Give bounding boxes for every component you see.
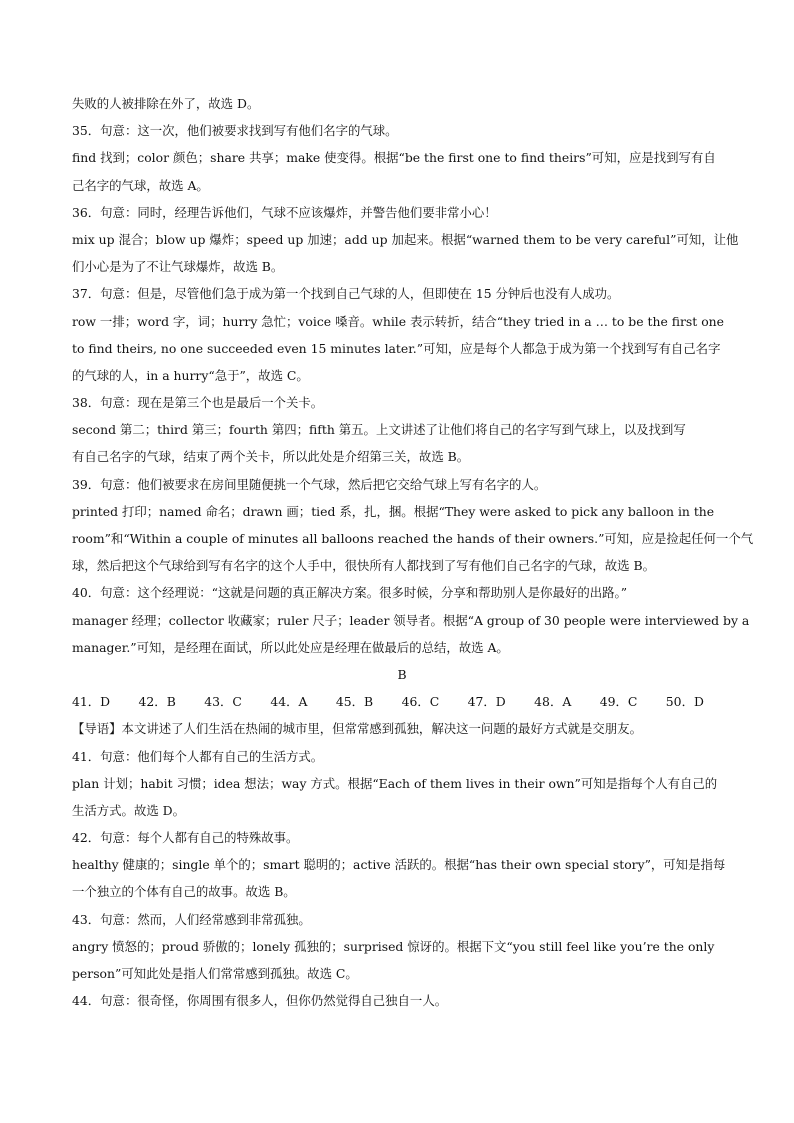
text-line: manager.”可知，是经理在面试，所以此处应是经理在做最后的总结，故选 A。 [72, 639, 509, 655]
text-line: to find theirs, no one succeeded even 15 minutes later.”可知，应是每个人都急于成为第一个找到写有自己名字 [72, 340, 721, 356]
text-line: 36．句意：同时，经理告诉他们，气球不应该爆炸，并警告他们要非常小心！ [72, 204, 497, 220]
section-label: B [397, 666, 407, 682]
text-line: second 第二；third 第三；fourth 第四；fifth 第五。上文讲述了让他们将自己的名字写到气球上，以及找到写 [72, 422, 686, 438]
text-line: 们小心是为了不让气球爆炸，故选 B。 [72, 259, 284, 275]
text-line: mix up 混合；blow up 爆炸；speed up 加速；add up 加起来。根据“warned them to be very careful”可知，让他 [72, 231, 739, 247]
answer-item: 48．A [534, 694, 572, 710]
text-line: 43．句意：然而，人们经常感到非常孤独。 [72, 911, 311, 927]
answer-key-row [72, 688, 704, 715]
text-line: angry 愤怒的；proud 骄傲的；lonely 孤独的；surprised 惊讶的。根据下文“you still feel like you’re the only [72, 938, 715, 954]
answer-item: 43．C [204, 694, 242, 710]
text-line: 球，然后把这个气球给到写有名字的这个人手中，很快所有人都找到了写有他们自己名字的气球，故选 B。 [72, 558, 656, 574]
text-line: printed 打印；named 命名；drawn 画；tied 系，扎，捆。根据“They were asked to pick any balloon in the [72, 503, 715, 519]
explanations-part-b [72, 715, 732, 1014]
text-line: row 一排；word 字，词；hurry 急忙；voice 嗓音。while 表示转折，结合“they tried in a … to be the first one [72, 313, 724, 329]
answer-item: 50．D [665, 694, 704, 710]
document-page [72, 90, 754, 1014]
text-line: 40．句意：这个经理说：“这就是问题的真正解决方案。很多时候，分享和帮助别人是你最好的出路。” [72, 585, 628, 601]
text-line: 的气球的人，in a hurry“急于”，故选 C。 [72, 367, 309, 383]
answer-item: 49．C [599, 694, 638, 710]
answer-item: 42．B [138, 694, 176, 710]
answer-item: 47．D [467, 694, 506, 710]
text-line: 有自己名字的气球，结束了两个关卡，所以此处是介绍第三关，故选 B。 [72, 449, 470, 465]
text-line: 39．句意：他们被要求在房间里随便挑一个气球，然后把它交给气球上写有名字的人。 [72, 476, 547, 492]
text-line: 一个独立的个体有自己的故事。故选 B。 [72, 884, 296, 900]
text-line: room”和“Within a couple of minutes all balloons reached the hands of their owners.”可知，应是捡起任何一个气 [72, 531, 754, 546]
explanations-part-a [72, 90, 754, 661]
text-line: 42．句意：每个人都有自己的特殊故事。 [72, 830, 299, 846]
text-line: 41．句意：他们每个人都有自己的生活方式。 [72, 748, 324, 764]
text-line: 38．句意：现在是第三个也是最后一个关卡。 [72, 395, 324, 411]
text-line: 己名字的气球，故选 A。 [72, 177, 209, 193]
text-line: 44．句意：很奇怪，你周围有很多人，但你仍然觉得自己独自一人。 [72, 993, 448, 1009]
text-line: find 找到；color 颜色；share 共享；make 使变得。根据“be the first one to find theirs”可知，应是找到写有自 [72, 150, 716, 166]
text-line: 35．句意：这一次，他们被要求找到写有他们名字的气球。 [72, 123, 398, 139]
answer-item: 45．B [335, 694, 374, 710]
answer-item: 41．D [72, 694, 111, 710]
text-line: 生活方式。故选 D。 [72, 802, 185, 818]
text-line: healthy 健康的；single 单个的；smart 聪明的；active 活跃的。根据“has their own special story”，可知是指每 [72, 857, 726, 873]
text-line: 失败的人被排除在外了，故选 D。 [72, 96, 260, 111]
text-line: plan 计划；habit 习惯；idea 想法；way 方式。根据“Each of them lives in their own”可知是指每个人有自己的 [72, 775, 718, 791]
text-line: 37．句意：但是，尽管他们急于成为第一个找到自己气球的人，但即使在 15 分钟后也没有人成功。 [72, 286, 620, 302]
answer-item: 46．C [401, 694, 440, 710]
answer-item: 44．A [270, 694, 308, 710]
text-line: person”可知此处是指人们常常感到孤独。故选 C。 [72, 966, 358, 981]
text-line: manager 经理；collector 收藏家；ruler 尺子；leader 领导者。根据“A group of 30 people were interviewed by a [72, 612, 750, 628]
text-line: 【导语】本文讲述了人们生活在热闹的城市里，但常常感到孤独，解决这一问题的最好方式就是交朋友。 [72, 721, 642, 737]
